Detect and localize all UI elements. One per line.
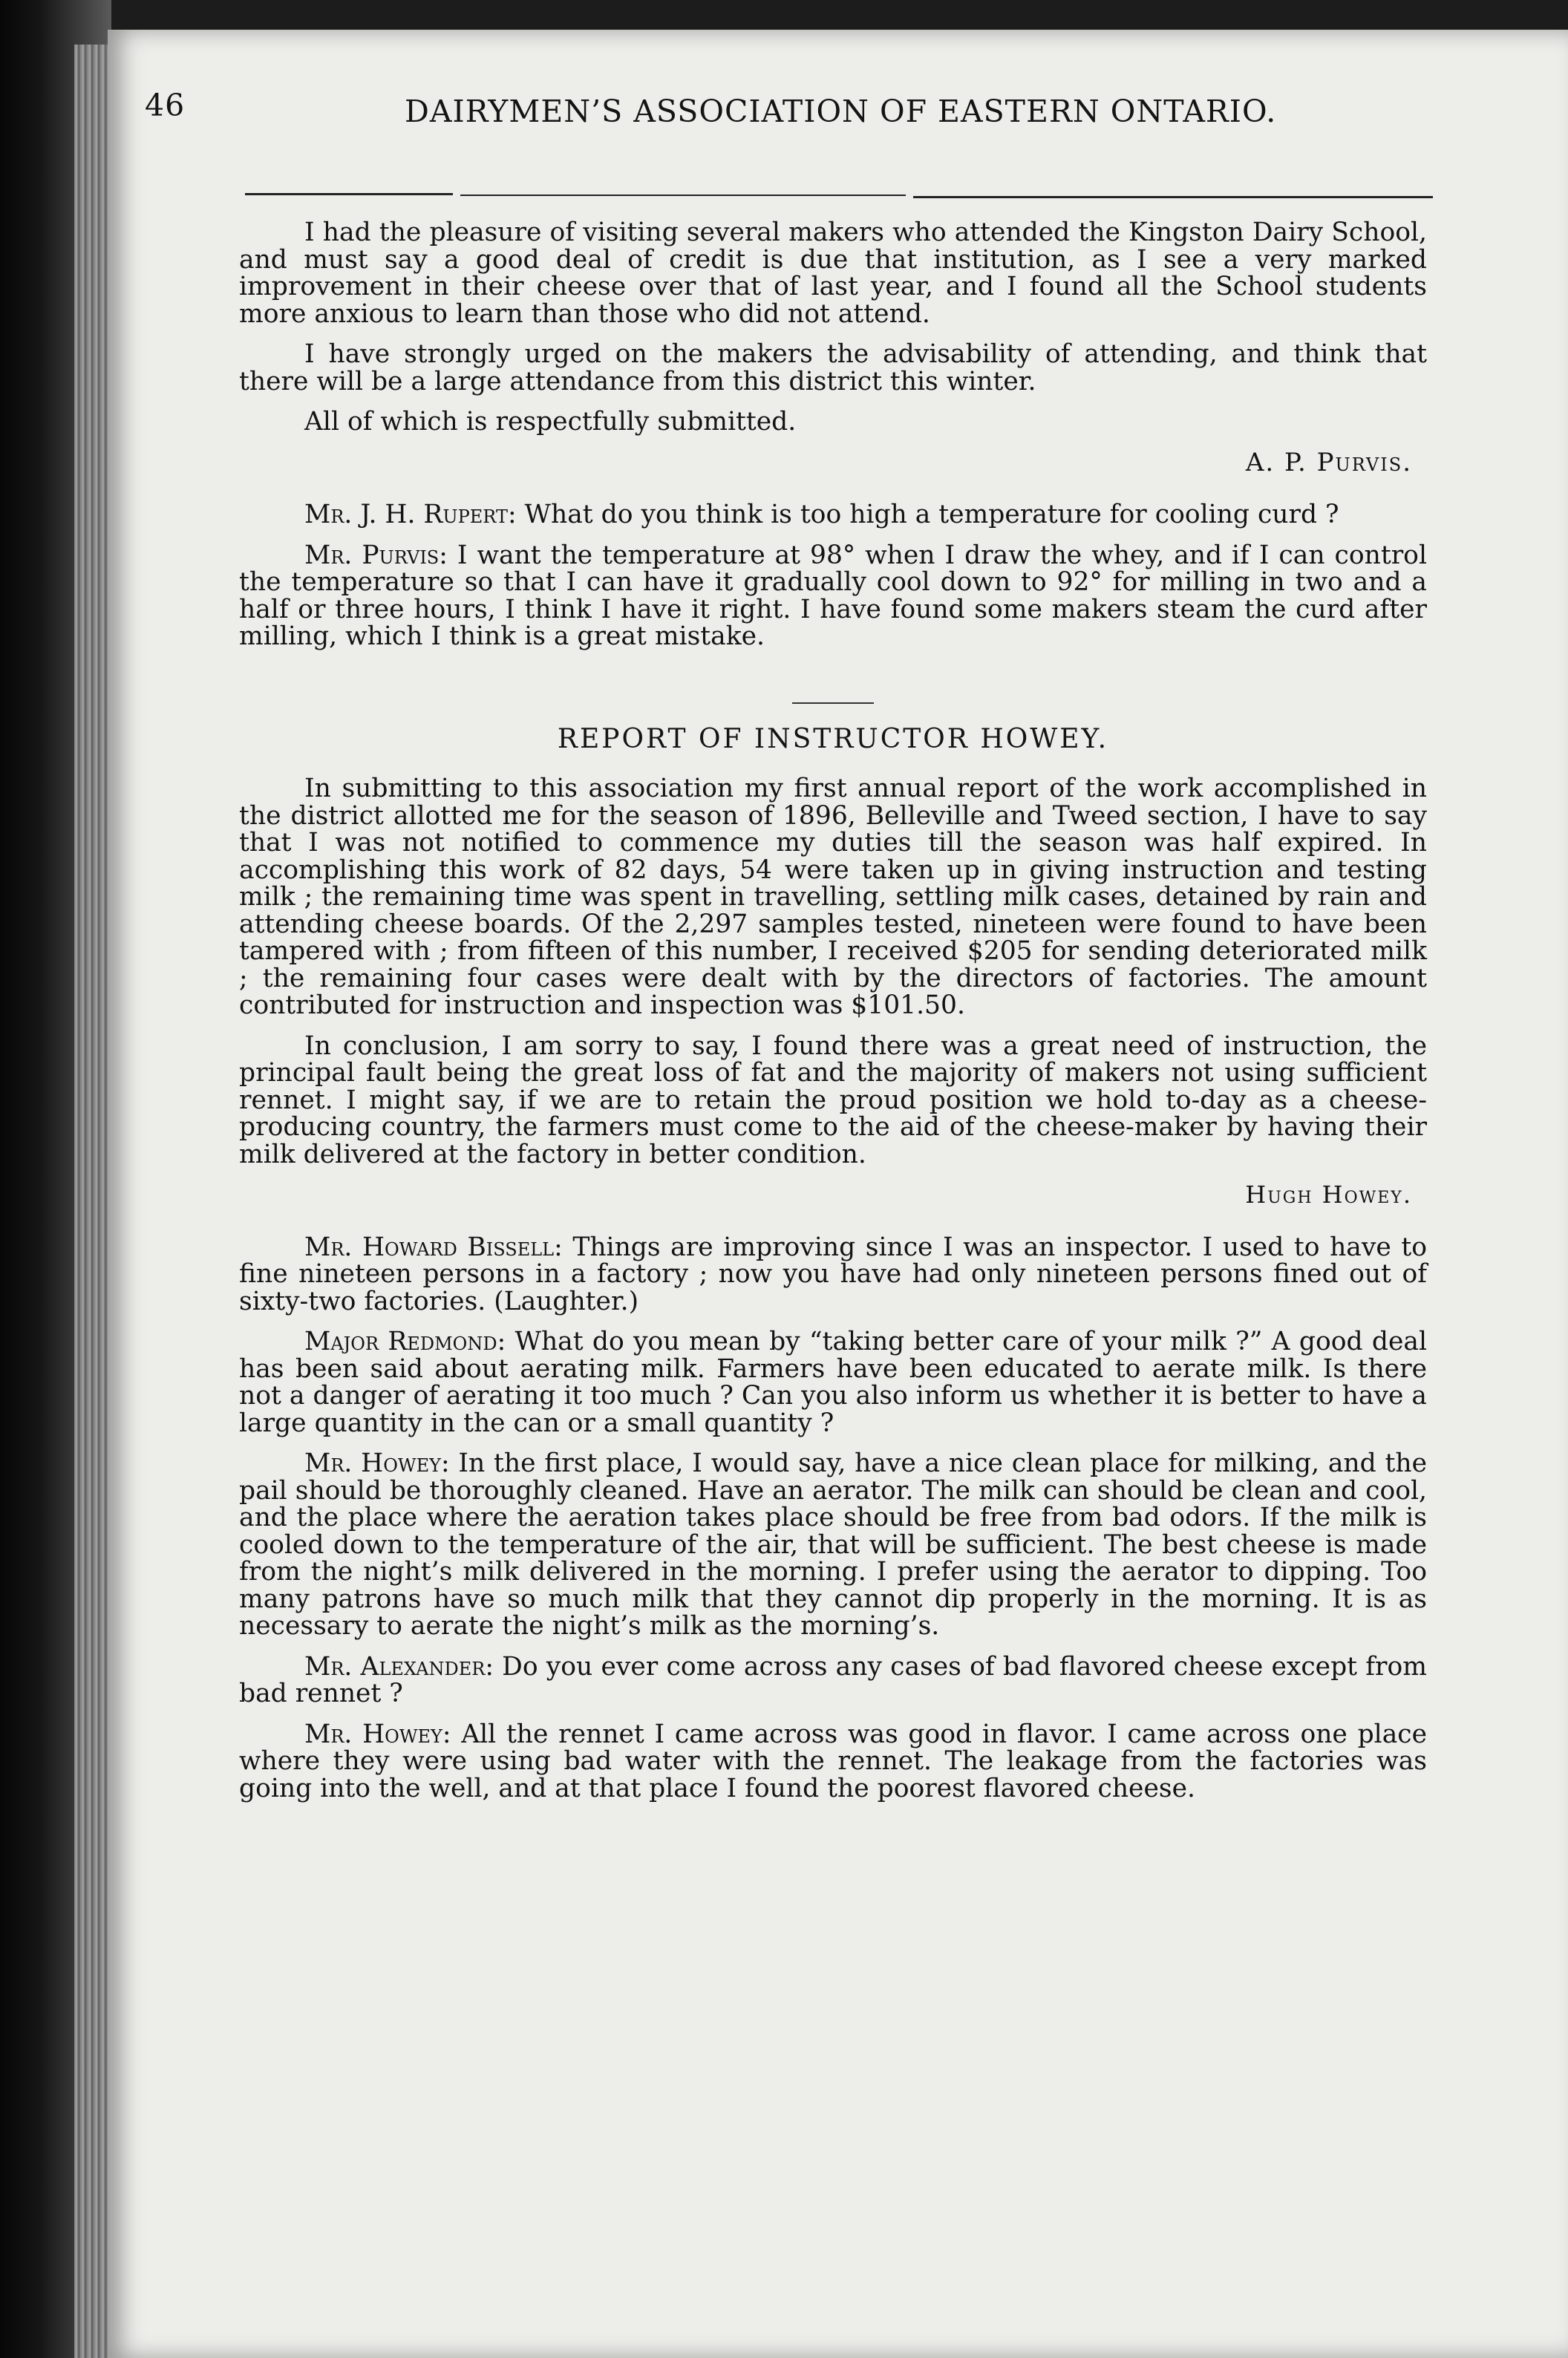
howey-answer-2 <box>239 1721 1427 1803</box>
speech-text: : What do you mean by “taking better care of your milk ?” A good deal has been said about aerating milk. Farmers have been educated to aerate milk. Is there not a danger of aerating it too much ? Can you also inform us whether it is better to have a large quantity in the can or a small quantity ? <box>239 1327 1427 1438</box>
redmond-question <box>239 1328 1427 1437</box>
page-number: 46 <box>145 88 186 123</box>
page-body <box>239 219 1427 1815</box>
speech-text: : I want the temperature at 98° when I draw the whey, and if I can control the temperature so that I can have it gradually cool down to 92° for milling in two and a half or three hours, I think I have it right. I have found some makers steam the curd after milling, which I think is a great mistake. <box>239 540 1427 651</box>
running-title: DAIRYMEN’S ASSOCIATION OF EASTERN ONTARIO. <box>405 94 1277 129</box>
howey-report-paragraph-2: In conclusion, I am sorry to say, I found there was a great need of instruction, the principal fault being the great loss of fat and the majority of makers not using sufficient rennet. I might say, if we are to retain the proud position we hold to-day as a cheese-producing country, the farmers must come to the aid of the cheese-maker by having their milk delivered at the factory in better condition. <box>239 1031 1427 1169</box>
page-header <box>145 88 1392 132</box>
speaker-name: Mr. Purvis <box>304 540 440 570</box>
speaker-name: Mr. Alexander <box>304 1651 486 1682</box>
speaker-name: Mr. Howey <box>304 1449 441 1478</box>
purvis-signature: A. P. Purvis. <box>1245 447 1412 477</box>
rupert-question <box>239 501 1427 529</box>
section-divider <box>792 702 874 704</box>
speech-text: : All the rennet I came across was good in flavor. I came across one place where they were using bad water with the rennet. The leakage from the factories was going into the well, and at that place I found the poorest flavored cheese. <box>239 1719 1427 1803</box>
speaker-name: Mr. Howard Bissell <box>304 1232 555 1262</box>
bissell-remark <box>239 1234 1427 1316</box>
speech-text: : What do you think is too high a temperature for cooling curd ? <box>507 500 1339 529</box>
purvis-report-closing: All of which is respectfully submitted. <box>304 407 797 437</box>
speaker-name: Mr. Howey <box>304 1719 442 1749</box>
speech-text: : Do you ever come across any cases of bad flavored cheese except from bad rennet ? <box>239 1651 1427 1708</box>
speaker-name: Mr. J. H. Rupert <box>304 500 508 529</box>
header-rule-right <box>913 196 1433 198</box>
howey-report-paragraph-1: In submitting to this association my first annual report of the work accomplished in the district allotted me for the season of 1896, Belleville and Tweed section, I have to say that I was not notified to commence my duties till the season was half expired. In accomplishing this work of 82 days, 54 were taken up in giving instruction and testing milk ; the remaining time was spent in travelling, settling milk cases, detained by rain and attending cheese boards. Of the 2,297 samples tested, nineteen were found to have been tampered with ; from fifteen of this number, I received $205 for sending deteriorated milk ; the remaining four cases were dealt with by the directors of factories. The amount contributed for instruction and inspection was $101.50. <box>239 774 1427 1020</box>
purvis-answer <box>239 542 1427 650</box>
header-rule-middle <box>460 195 906 196</box>
purvis-report-paragraph-1: I had the pleasure of visiting several makers who attended the Kingston Dairy School, and must say a good deal of credit is due that institution, as I see a very marked improvement in their cheese over that of last year, and I found all the School students more anxious to learn than those who did not attend. <box>239 218 1427 329</box>
alexander-question <box>239 1653 1427 1708</box>
purvis-report-paragraph-2: I have strongly urged on the makers the advisability of attending, and think that there will be a large attendance from this district this winter. <box>239 339 1427 396</box>
howey-answer-1 <box>239 1450 1427 1640</box>
header-rule-left <box>245 193 453 195</box>
speaker-name: Major Redmond <box>304 1327 497 1356</box>
speech-text: : In the first place, I would say, have a nice clean place for milking, and the pail should be thoroughly cleaned. Have an aerator. The milk can should be clean and cool, and the place where the aeration takes place should be free from bad odors. If the milk is cooled down to the temperature of the air, that will be sufficient. The best cheese is made from the night’s milk delivered in the morning. I prefer using the aerator to dipping. Too many patrons have so much milk that they cannot dip properly in the morning. It is as necessary to aerate the night’s milk as the morning’s. <box>239 1449 1428 1641</box>
howey-signature: Hugh Howey. <box>1245 1180 1412 1209</box>
section-title: REPORT OF INSTRUCTOR HOWEY. <box>557 723 1109 754</box>
speech-text: : Things are improving since I was an inspector. I used to have to fine nineteen persons in a factory ; now you have had only nineteen persons fined out of sixty-two factories. (Laughter.) <box>239 1232 1427 1316</box>
